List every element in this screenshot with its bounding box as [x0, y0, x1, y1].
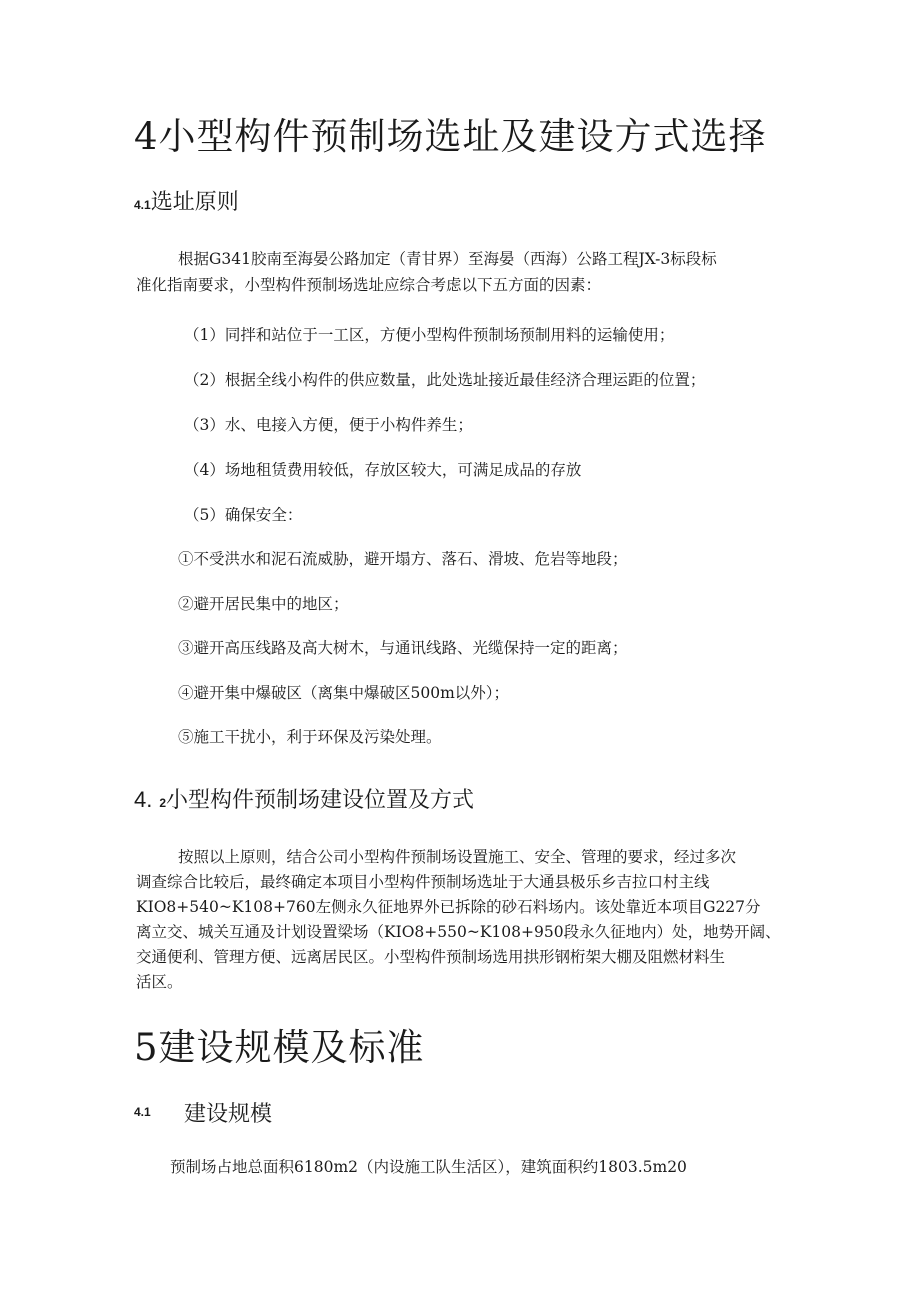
body-line-3: KIO8+540~K108+760左侧永久征地界外已拆除的砂石料场内。该处靠近本项目G227分: [136, 898, 761, 916]
safety-item-3: ③避开高压线路及高大树木，与通讯线路、光缆保持一定的距离；: [178, 639, 628, 657]
section-4-2-number-b: 2: [159, 796, 167, 810]
section-4-2-number-a: 4.: [134, 787, 153, 812]
section-4-1-title: 选址原则: [150, 190, 239, 215]
section-4-1-heading: [134, 185, 239, 216]
section-4-2-heading: [134, 783, 474, 814]
body-line-6: 活区。: [136, 973, 183, 991]
scale-body: 预制场占地总面积6180m2（内设施工队生活区），建筑面积约1803.5m20: [170, 1158, 687, 1176]
principle-item-1: （1）同拌和站位于一工区，方便小型构件预制场预制用料的运输使用；: [184, 326, 675, 344]
safety-item-2: ②避开居民集中的地区；: [178, 595, 349, 613]
body-line-1: 按照以上原则，结合公司小型构件预制场设置施工、安全、管理的要求，经过多次: [178, 848, 737, 866]
section-5-1-number: 4.1: [134, 1105, 151, 1119]
body-line-4: 离立交、城关互通及计划设置梁场（KIO8+550~K108+950段永久征地内）处，地势开阔、: [136, 923, 781, 941]
principle-item-4: （4）场地租赁费用较低，存放区较大，可满足成品的存放: [184, 461, 582, 479]
section-5-1-heading: [134, 1097, 151, 1122]
section-4-title: 4小型构件预制场选址及建设方式选择: [134, 115, 767, 158]
section-5-1-title: 建设规模: [184, 1102, 273, 1127]
safety-item-4: ④避开集中爆破区（离集中爆破区500m以外）；: [178, 684, 510, 702]
body-line-5: 交通便利、管理方便、远离居民区。小型构件预制场选用拱形钢桁架大棚及阻燃材料生: [136, 948, 726, 966]
principle-item-2: （2）根据全线小构件的供应数量，此处选址接近最佳经济合理运距的位置；: [184, 371, 706, 389]
safety-item-1: ①不受洪水和泥石流威胁，避开塌方、落石、滑坡、危岩等地段；: [178, 550, 628, 568]
principle-item-5: （5）确保安全：: [184, 506, 303, 524]
safety-item-5: ⑤施工干扰小，利于环保及污染处理。: [178, 728, 442, 746]
body-line-2: 调查综合比较后，最终确定本项目小型构件预制场选址于大通县极乐乡吉拉口村主线: [136, 873, 710, 891]
section-4-2-title: 小型构件预制场建设位置及方式: [166, 788, 475, 813]
section-5-title: 5建设规模及标准: [134, 1026, 425, 1069]
section-4-1-number: 4.1: [134, 198, 151, 212]
intro-line-2: 准化指南要求，小型构件预制场选址应综合考虑以下五方面的因素：: [136, 276, 602, 294]
intro-line-1: 根据G341胶南至海晏公路加定（青甘界）至海晏（西海）公路工程JX-3标段标: [178, 250, 717, 268]
principle-item-3: （3）水、电接入方便，便于小构件养生；: [184, 416, 473, 434]
